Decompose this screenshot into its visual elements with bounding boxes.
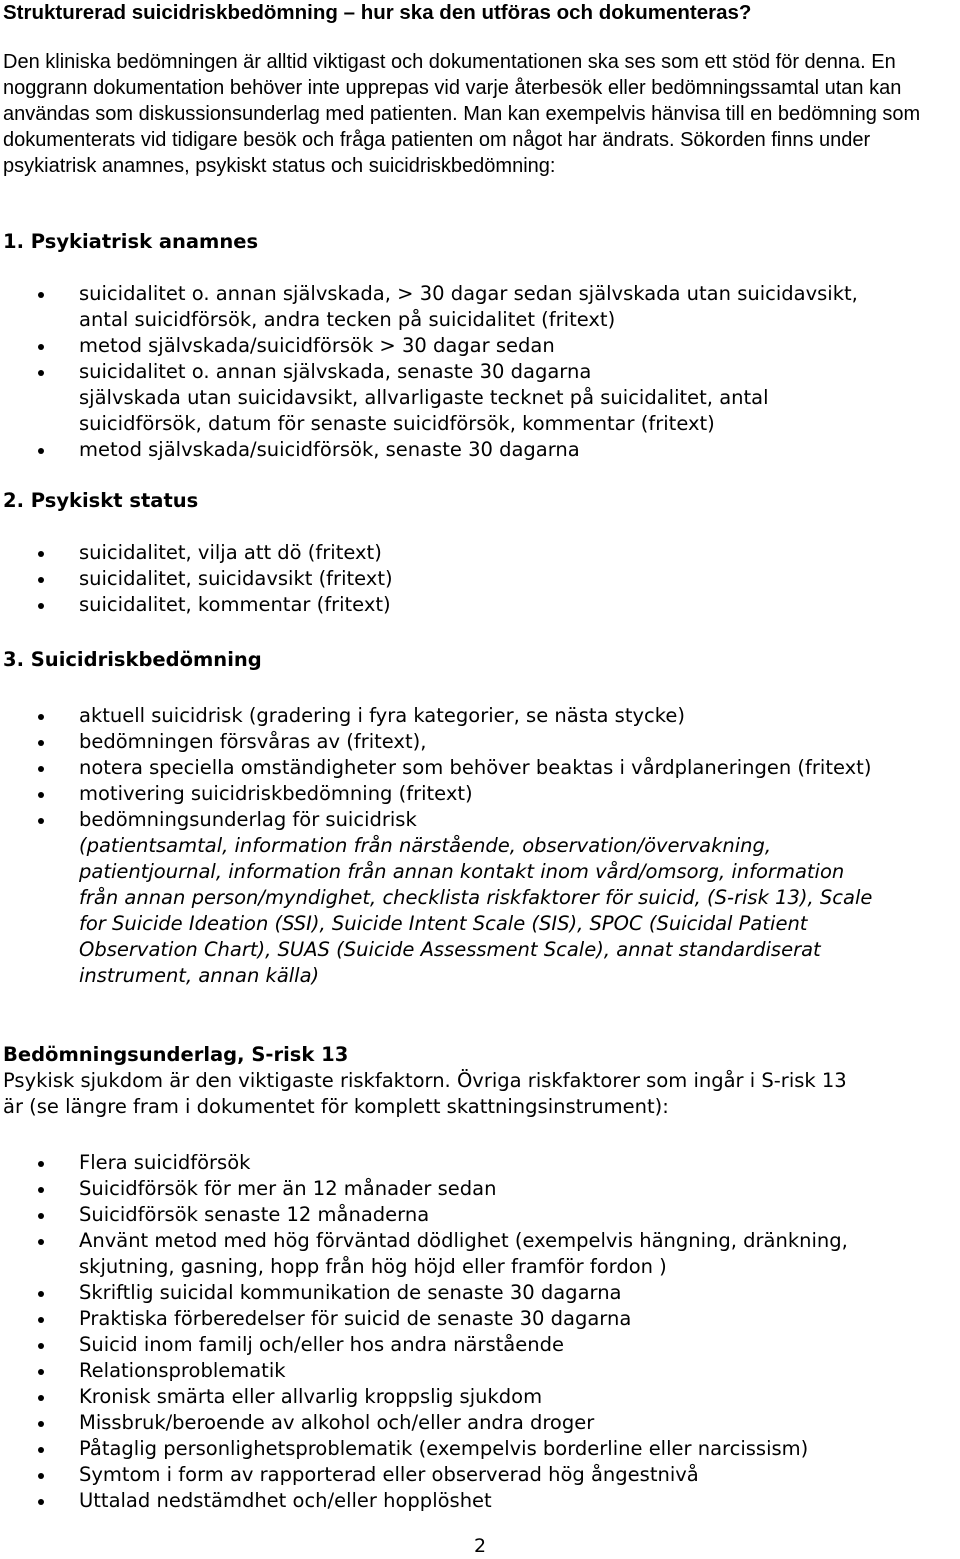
list-item-line: bedömningen försvåras av (fritext), — [79, 730, 427, 753]
section1-list — [0, 281, 858, 463]
list-item-line: Uttalad nedstämdhet och/eller hopplöshet — [79, 1489, 492, 1512]
list-item — [0, 807, 872, 989]
list-item — [0, 781, 872, 807]
list-item-line: suicidförsök, datum för senaste suicidförsök, kommentar (fritext) — [79, 412, 715, 435]
section4-paragraph-line: är (se längre fram i dokumentet för komplett skattningsinstrument): — [3, 1095, 669, 1118]
list-item — [0, 1332, 848, 1358]
list-item-italic-line: for Suicide Ideation (SSI), Suicide Intent Scale (SIS), SPOC (Suicidal Patient — [79, 912, 808, 935]
list-item — [0, 566, 393, 592]
list-item-line: metod självskada/suicidförsök, senaste 30 dagarna — [79, 438, 580, 461]
list-item — [0, 1150, 848, 1176]
list-item-line: Suicidförsök för mer än 12 månader sedan — [79, 1177, 497, 1200]
list-item — [0, 1436, 848, 1462]
list-item-line: suicidalitet o. annan självskada, senaste 30 dagarna — [79, 360, 592, 383]
list-item-line: aktuell suicidrisk (gradering i fyra kategorier, se nästa stycke) — [79, 704, 685, 727]
section1-heading: 1. Psykiatrisk anamnes — [3, 230, 259, 253]
list-item — [0, 1462, 848, 1488]
list-item — [0, 729, 872, 755]
list-item — [0, 1306, 848, 1332]
list-item-line: notera speciella omständigheter som behöver beaktas i vårdplaneringen (fritext) — [79, 756, 872, 779]
document-title: Strukturerad suicidriskbedömning – hur ska den utföras och dokumenteras? — [3, 1, 752, 24]
list-item-line: suicidalitet, suicidavsikt (fritext) — [79, 567, 393, 590]
section4-paragraph — [3, 1068, 847, 1120]
section2-heading: 2. Psykiskt status — [3, 489, 199, 512]
list-item-line: Missbruk/beroende av alkohol och/eller andra droger — [79, 1411, 595, 1434]
list-item-line: suicidalitet, vilja att dö (fritext) — [79, 541, 382, 564]
list-item-line: antal suicidförsök, andra tecken på suicidalitet (fritext) — [79, 308, 616, 331]
list-item — [0, 755, 872, 781]
list-item-italic-line: från annan person/myndighet, checklista riskfaktorer för suicid, (S-risk 13), Scale — [79, 886, 873, 909]
list-item-italic-line: (patientsamtal, information från närstående, observation/övervakning, — [79, 834, 772, 857]
list-item — [0, 592, 393, 618]
list-item — [0, 1280, 848, 1306]
list-item-line: skjutning, gasning, hopp från hög höjd eller framför fordon ) — [79, 1255, 667, 1278]
list-item — [0, 1176, 848, 1202]
list-item-line: motivering suicidriskbedömning (fritext) — [79, 782, 473, 805]
list-item-line: Suicidförsök senaste 12 månaderna — [79, 1203, 430, 1226]
list-item — [0, 1228, 848, 1280]
list-item — [0, 1202, 848, 1228]
list-item — [0, 703, 872, 729]
list-item — [0, 1410, 848, 1436]
list-item — [0, 359, 858, 437]
list-item-italic-line: instrument, annan källa) — [79, 964, 320, 987]
list-item-line: Flera suicidförsök — [79, 1151, 251, 1174]
list-item-line: Relationsproblematik — [79, 1359, 286, 1382]
list-item — [0, 437, 858, 463]
list-item — [0, 1384, 848, 1410]
list-item-line: Symtom i form av rapporterad eller observerad hög ångestnivå — [79, 1463, 699, 1486]
list-item-line: självskada utan suicidavsikt, allvarligaste tecknet på suicidalitet, antal — [79, 386, 769, 409]
section2-list — [0, 540, 393, 618]
list-item-line: Praktiska förberedelser för suicid de senaste 30 dagarna — [79, 1307, 632, 1330]
list-item — [0, 281, 858, 333]
list-item-line: Skriftlig suicidal kommunikation de senaste 30 dagarna — [79, 1281, 622, 1304]
list-item-italic-line: patientjournal, information från annan kontakt inom vård/omsorg, information — [79, 860, 845, 883]
list-item — [0, 540, 393, 566]
section4-heading: Bedömningsunderlag, S-risk 13 — [3, 1043, 349, 1066]
section3-heading: 3. Suicidriskbedömning — [3, 648, 262, 671]
list-item-italic-line: Observation Chart), SUAS (Suicide Assessment Scale), annat standardiserat — [79, 938, 821, 961]
list-item-line: Suicid inom familj och/eller hos andra närstående — [79, 1333, 564, 1356]
list-item — [0, 333, 858, 359]
section4-list — [0, 1150, 848, 1514]
list-item-line: bedömningsunderlag för suicidrisk — [79, 808, 417, 831]
page-number: 2 — [473, 1535, 487, 1557]
list-item-line: metod självskada/suicidförsök > 30 dagar sedan — [79, 334, 555, 357]
list-item-line: Påtaglig personlighetsproblematik (exempelvis borderline eller narcissism) — [79, 1437, 809, 1460]
list-item — [0, 1488, 848, 1514]
list-item-line: Kronisk smärta eller allvarlig kroppslig sjukdom — [79, 1385, 543, 1408]
list-item-line: suicidalitet, kommentar (fritext) — [79, 593, 391, 616]
section3-list — [0, 703, 872, 989]
list-item-line: Använt metod med hög förväntad dödlighet (exempelvis hängning, dränkning, — [79, 1229, 848, 1252]
list-item-line: suicidalitet o. annan självskada, > 30 dagar sedan självskada utan suicidavsikt, — [79, 282, 858, 305]
intro-paragraph: Den kliniska bedömningen är alltid viktigast och dokumentationen ska ses som ett stöd för denna. En noggrann dokumentation behöver inte upprepas vid varje återbesök eller bedömningssamtal utan kan användas som diskussionsunderlag med patienten. Man kan exempelvis hänvisa till en bedömning som dokumenterats vid tidigare besök och fråga patienten om något har ändrats. Sökorden finns under psykiatrisk anamnes, psykiskt status och suicidriskbedömning: — [3, 51, 921, 177]
section4-paragraph-line: Psykisk sjukdom är den viktigaste riskfaktorn. Övriga riskfaktorer som ingår i S-risk 13 — [3, 1069, 847, 1092]
list-item — [0, 1358, 848, 1384]
